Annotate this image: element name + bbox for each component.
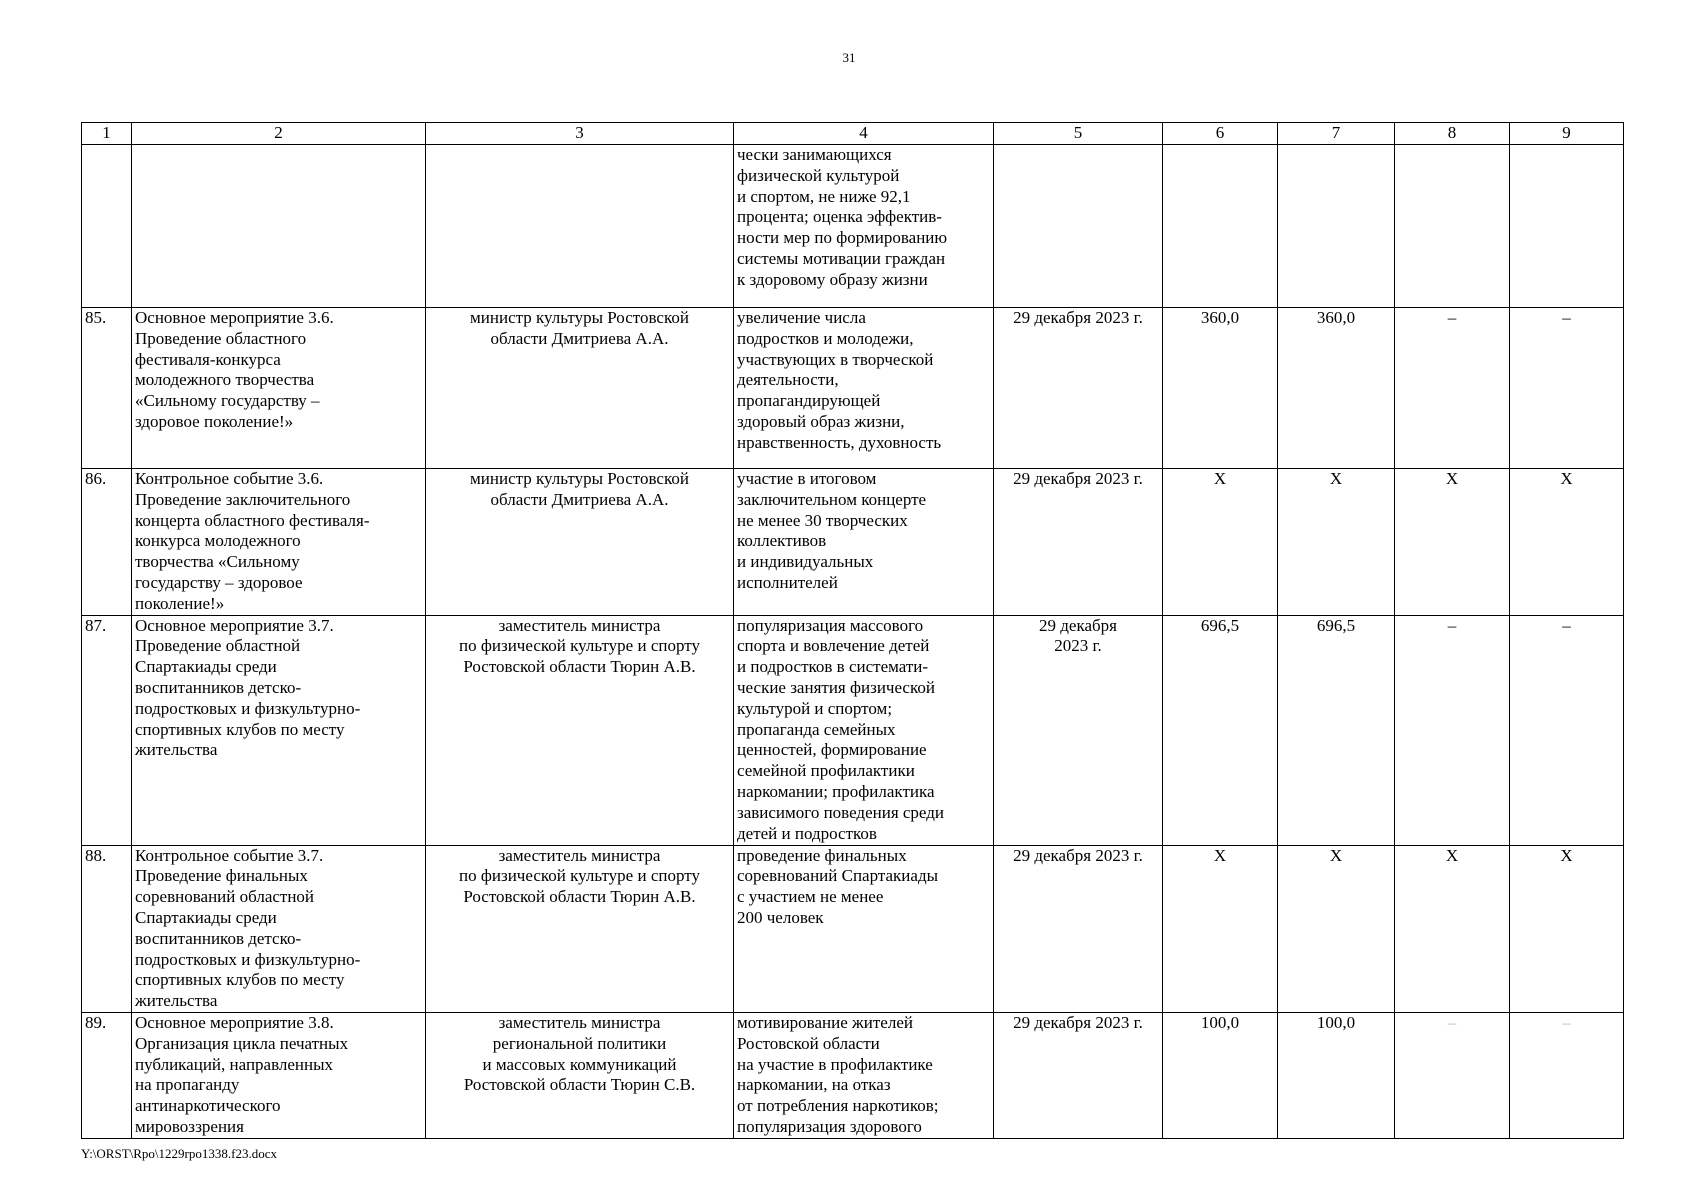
result-cell	[734, 1012, 994, 1138]
date-cell	[994, 145, 1163, 308]
value-col7: X	[1278, 469, 1395, 616]
event-line: подростковых и физкультурно-	[135, 698, 361, 718]
event-line: жительства	[135, 740, 218, 760]
table-header-row	[82, 123, 1624, 145]
row-number	[82, 145, 132, 308]
date-line: 29 декабря 2023 г.	[1013, 845, 1143, 865]
value-col8: –	[1395, 1012, 1510, 1138]
result-line: спорта и вовлечение детей	[737, 636, 930, 656]
date-line: 29 декабря 2023 г.	[1013, 1012, 1143, 1032]
event-line: антинаркотического	[135, 1096, 281, 1116]
responsible-line: по физической культуре и спорту	[459, 866, 700, 886]
table-row	[82, 145, 1624, 308]
result-line: популяризация здорового	[737, 1116, 922, 1136]
table-row	[82, 308, 1624, 469]
value-col7: 696,5	[1278, 615, 1395, 845]
event-line: Основное мероприятие 3.8.	[135, 1012, 334, 1032]
value-col6: 696,5	[1163, 615, 1278, 845]
result-line: зависимого поведения среди	[737, 802, 945, 822]
value-col9: X	[1510, 845, 1624, 1012]
result-cell	[734, 845, 994, 1012]
result-line: на участие в профилактике	[737, 1054, 933, 1074]
event-line: Спартакиады среди	[135, 657, 277, 677]
column-header: 1	[82, 123, 132, 145]
value-col7: X	[1278, 845, 1395, 1012]
result-line: соревнований Спартакиады	[737, 866, 939, 886]
result-line: наркомании, на отказ	[737, 1075, 891, 1095]
result-line: популяризация массового	[737, 615, 924, 635]
value-col9	[1510, 145, 1624, 308]
event-line: фестиваля-конкурса	[135, 349, 281, 369]
responsible-cell	[426, 469, 734, 616]
event-line: Организация цикла печатных	[135, 1033, 349, 1053]
column-header: 4	[734, 123, 994, 145]
value-col6: X	[1163, 469, 1278, 616]
event-line: Контрольное событие 3.6.	[135, 469, 324, 488]
event-line: творчества «Сильному	[135, 552, 300, 572]
result-line: семейной профилактики	[737, 761, 915, 781]
responsible-line: Ростовской области Тюрин А.В.	[463, 887, 696, 907]
event-line: «Сильному государству –	[135, 391, 320, 411]
result-line: участие в итоговом	[737, 469, 877, 488]
result-line: исполнителей	[737, 572, 838, 592]
result-cell	[734, 308, 994, 469]
date-cell	[994, 469, 1163, 616]
result-line: ценностей, формирование	[737, 740, 927, 760]
event-line: концерта областного фестиваля-	[135, 510, 370, 530]
result-line: мотивирование жителей	[737, 1012, 913, 1032]
value-col9: –	[1510, 1012, 1624, 1138]
date-cell	[994, 845, 1163, 1012]
result-line: наркомании; профилактика	[737, 781, 935, 801]
event-line: на пропаганду	[135, 1075, 240, 1095]
result-cell	[734, 469, 994, 616]
plan-table	[81, 122, 1624, 1139]
responsible-cell	[426, 615, 734, 845]
event-cell	[132, 469, 426, 616]
column-header: 7	[1278, 123, 1395, 145]
value-col7: 360,0	[1278, 308, 1395, 469]
event-line: Основное мероприятие 3.7.	[135, 615, 334, 635]
date-line: 29 декабря 2023 г.	[1013, 469, 1143, 488]
event-line: государству – здоровое	[135, 572, 303, 592]
date-cell	[994, 308, 1163, 469]
result-line: заключительном концерте	[737, 489, 927, 509]
result-line: физической культурой	[737, 165, 900, 185]
event-line: молодежного творчества	[135, 370, 315, 390]
result-line: и подростков в системати-	[737, 657, 929, 677]
value-col6: X	[1163, 845, 1278, 1012]
table-row	[82, 615, 1624, 845]
event-line: соревнований областной	[135, 887, 315, 907]
event-line: жительства	[135, 991, 218, 1011]
column-header: 8	[1395, 123, 1510, 145]
event-line: поколение!»	[135, 593, 225, 613]
result-line: чески занимающихся	[737, 145, 892, 164]
event-line: публикаций, направленных	[135, 1054, 334, 1074]
event-line: Проведение финальных	[135, 866, 308, 886]
event-cell	[132, 1012, 426, 1138]
column-header: 3	[426, 123, 734, 145]
event-line: конкурса молодежного	[135, 531, 301, 551]
result-line: коллективов	[737, 531, 827, 551]
responsible-line: заместитель министра	[498, 615, 661, 635]
responsible-line: области Дмитриева А.А.	[490, 328, 669, 348]
result-line: ческие занятия физической	[737, 677, 935, 697]
row-number: 87.	[82, 615, 132, 845]
event-line: Спартакиады среди	[135, 907, 277, 927]
value-col6	[1163, 145, 1278, 308]
event-line: Проведение областного	[135, 328, 307, 348]
result-line: ности мер по формированию	[737, 228, 948, 248]
result-line: 200 человек	[737, 907, 824, 927]
result-line: деятельности,	[737, 370, 839, 390]
value-col6: 100,0	[1163, 1012, 1278, 1138]
result-line: здоровый образ жизни,	[737, 411, 905, 431]
result-line: не менее 30 творческих	[737, 510, 908, 530]
table-row	[82, 469, 1624, 616]
value-col8	[1395, 145, 1510, 308]
result-line: культурой и спортом;	[737, 698, 893, 718]
result-line: и индивидуальных	[737, 552, 874, 572]
event-line: Проведение областной	[135, 636, 301, 656]
responsible-cell	[426, 308, 734, 469]
event-cell	[132, 308, 426, 469]
result-line: пропагандирующей	[737, 391, 881, 411]
result-line: пропаганда семейных	[737, 719, 896, 739]
event-line: Основное мероприятие 3.6.	[135, 308, 334, 327]
responsible-line: заместитель министра	[498, 845, 661, 865]
result-cell	[734, 615, 994, 845]
event-line: воспитанников детско-	[135, 677, 302, 697]
value-col7	[1278, 145, 1395, 308]
event-line: Контрольное событие 3.7.	[135, 845, 324, 865]
event-cell	[132, 145, 426, 308]
event-line: Проведение заключительного	[135, 489, 351, 509]
file-path-footer: Y:\ORST\Rpo\1229rpo1338.f23.docx	[81, 1146, 277, 1161]
event-line: воспитанников детско-	[135, 928, 302, 948]
table-row	[82, 1012, 1624, 1138]
row-number: 88.	[82, 845, 132, 1012]
date-cell	[994, 1012, 1163, 1138]
table-row	[82, 845, 1624, 1012]
event-line: спортивных клубов по месту	[135, 970, 345, 990]
responsible-line: министр культуры Ростовской	[470, 308, 689, 327]
value-col8: –	[1395, 308, 1510, 469]
responsible-line: области Дмитриева А.А.	[490, 489, 669, 509]
column-header: 2	[132, 123, 426, 145]
row-number: 89.	[82, 1012, 132, 1138]
column-header: 9	[1510, 123, 1624, 145]
date-line: 29 декабря 2023 г.	[1013, 308, 1143, 327]
event-line: мировоззрения	[135, 1116, 244, 1136]
result-line: системы мотивации граждан	[737, 248, 946, 268]
value-col6: 360,0	[1163, 308, 1278, 469]
event-line: подростковых и физкультурно-	[135, 949, 361, 969]
column-header: 6	[1163, 123, 1278, 145]
responsible-line: и массовых коммуникаций	[482, 1054, 677, 1074]
responsible-line: министр культуры Ростовской	[470, 469, 689, 488]
result-line: с участием не менее	[737, 887, 884, 907]
responsible-line: Ростовской области Тюрин А.В.	[463, 657, 696, 677]
result-line: Ростовской области	[737, 1033, 880, 1053]
date-line: 29 декабря	[1039, 615, 1117, 635]
page-number: 31	[842, 50, 856, 65]
value-col8: X	[1395, 469, 1510, 616]
responsible-line: заместитель министра	[498, 1012, 661, 1032]
row-number: 86.	[82, 469, 132, 616]
result-line: к здоровому образу жизни	[737, 269, 928, 289]
event-line: спортивных клубов по месту	[135, 719, 345, 739]
event-cell	[132, 845, 426, 1012]
event-cell	[132, 615, 426, 845]
responsible-cell	[426, 1012, 734, 1138]
responsible-cell	[426, 145, 734, 308]
value-col7: 100,0	[1278, 1012, 1395, 1138]
value-col8: –	[1395, 615, 1510, 845]
date-line: 2023 г.	[1054, 636, 1102, 656]
result-line: увеличение числа	[737, 308, 866, 327]
value-col9: –	[1510, 615, 1624, 845]
row-number: 85.	[82, 308, 132, 469]
result-line: нравственность, духовность	[737, 432, 942, 452]
responsible-line: Ростовской области Тюрин С.В.	[463, 1075, 696, 1095]
result-line: процента; оценка эффектив-	[737, 207, 942, 227]
column-header: 5	[994, 123, 1163, 145]
value-col9: –	[1510, 308, 1624, 469]
result-line: от потребления наркотиков;	[737, 1096, 939, 1116]
result-line: участвующих в творческой	[737, 349, 934, 369]
value-col8: X	[1395, 845, 1510, 1012]
responsible-line: по физической культуре и спорту	[459, 636, 700, 656]
result-line: и спортом, не ниже 92,1	[737, 186, 911, 206]
result-line: подростков и молодежи,	[737, 328, 914, 348]
result-line: проведение финальных	[737, 845, 907, 865]
result-line: детей и подростков	[737, 823, 877, 843]
date-cell	[994, 615, 1163, 845]
result-cell	[734, 145, 994, 308]
responsible-cell	[426, 845, 734, 1012]
value-col9: X	[1510, 469, 1624, 616]
event-line: здоровое поколение!»	[135, 411, 294, 431]
responsible-line: региональной политики	[492, 1033, 667, 1053]
